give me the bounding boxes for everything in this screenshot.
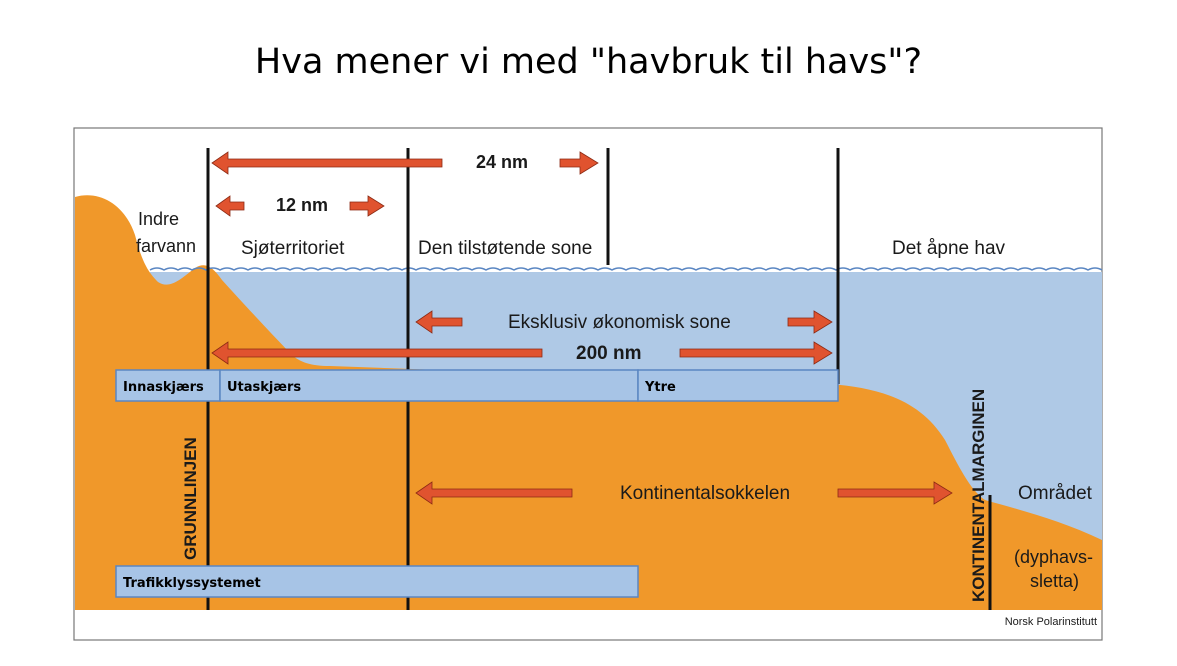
label-tilstotende-sone: Den tilstøtende sone — [418, 238, 593, 259]
band-label-utaskjaers: Utaskjærs — [227, 380, 302, 395]
label-24nm: 24 nm — [476, 152, 529, 172]
credit-norsk-polarinstitutt: Norsk Polarinstitutt — [1004, 616, 1097, 628]
label-12nm: 12 nm — [276, 195, 329, 215]
label-grunnlinjen: GRUNNLINJEN — [181, 437, 200, 560]
label-apne-hav: Det åpne hav — [892, 238, 1006, 259]
bottom-strip — [75, 610, 1101, 639]
label-farvann: farvann — [136, 236, 197, 256]
band-label-ytre: Ytre — [645, 380, 676, 395]
label-sletta: sletta) — [1030, 571, 1080, 591]
label-kontinentalmarginen: KONTINENTALMARGINEN — [969, 388, 988, 602]
band-label-innaskjaers: Innaskjærs — [123, 380, 204, 395]
band-label-trafikklyssystemet: Trafikklyssystemet — [123, 576, 261, 591]
label-kontinentalsokkelen: Kontinentalsokkelen — [620, 483, 791, 504]
label-eoz: Eksklusiv økonomisk sone — [508, 312, 731, 333]
label-indre: Indre — [138, 209, 180, 229]
slide-title: Hva mener vi med "havbruk til havs"? — [254, 42, 923, 82]
label-200nm: 200 nm — [576, 343, 642, 364]
label-sjoterritoriet: Sjøterritoriet — [241, 238, 345, 259]
label-omradet: Området — [1018, 483, 1092, 504]
label-dyphavs: (dyphavs- — [1014, 547, 1094, 567]
